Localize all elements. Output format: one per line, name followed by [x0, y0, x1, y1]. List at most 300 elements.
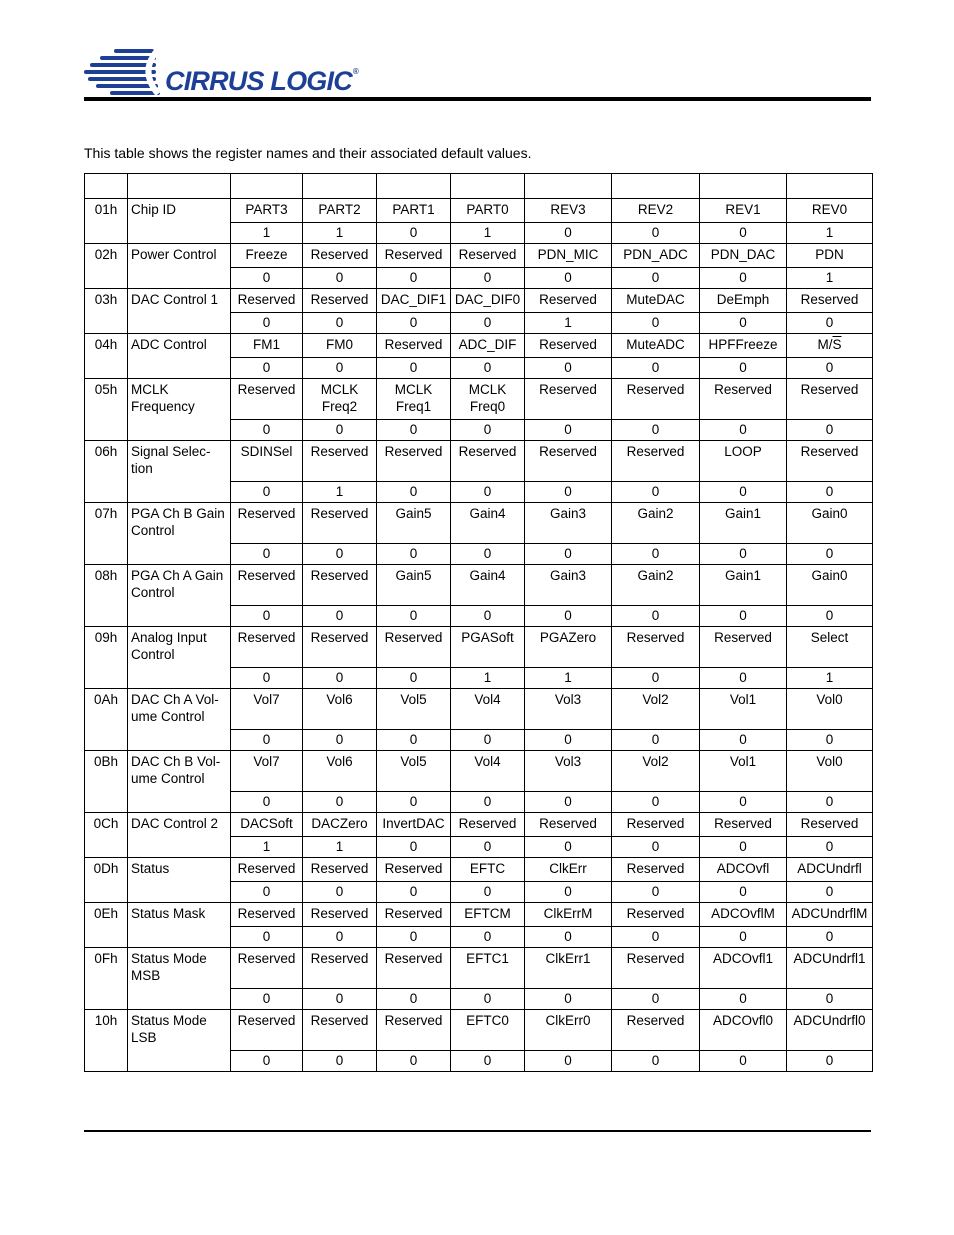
bit-name-cell: Reserved [231, 948, 303, 989]
bit-name-cell: Reserved [612, 813, 700, 837]
register-bits-row [85, 948, 873, 989]
default-value-cell: 1 [451, 223, 525, 244]
default-value-cell: 0 [787, 606, 873, 627]
bit-name-cell: EFTC0 [451, 1010, 525, 1051]
bit-name-cell: Reserved [700, 813, 787, 837]
bit-name-cell: Reserved [231, 503, 303, 544]
bit-name-cell: Gain0 [787, 503, 873, 544]
default-value-cell: 0 [377, 606, 451, 627]
default-value-cell: 0 [787, 989, 873, 1010]
bit-name-cell: ClkErr [525, 858, 612, 882]
bit-name-cell: Reserved [303, 948, 377, 989]
default-value-cell: 0 [231, 792, 303, 813]
bit-name-cell: ADCOvfl0 [700, 1010, 787, 1051]
default-value-cell: 0 [231, 606, 303, 627]
bit-name-cell: DAC_DIF1 [377, 289, 451, 313]
header-cell [612, 174, 700, 199]
default-value-cell: 0 [231, 1051, 303, 1072]
bit-name-cell: Reserved [231, 379, 303, 420]
default-value-cell: 0 [787, 837, 873, 858]
bit-name-cell: Gain1 [700, 565, 787, 606]
default-value-cell: 0 [303, 606, 377, 627]
default-value-cell: 0 [787, 420, 873, 441]
default-value-cell: 0 [612, 420, 700, 441]
default-value-cell: 0 [303, 420, 377, 441]
default-value-cell: 0 [377, 223, 451, 244]
bit-name-cell: Reserved [231, 289, 303, 313]
default-value-cell: 0 [377, 268, 451, 289]
bit-name-cell: Reserved [612, 903, 700, 927]
register-name: Status Mask [128, 903, 231, 948]
default-value-cell: 0 [377, 927, 451, 948]
bit-name-cell: PGAZero [525, 627, 612, 668]
bit-name-cell: Reserved [303, 627, 377, 668]
bit-name-cell: Reserved [612, 858, 700, 882]
default-value-cell: 0 [700, 1051, 787, 1072]
default-value-cell: 0 [525, 544, 612, 565]
default-value-cell: 0 [612, 268, 700, 289]
bit-name-cell: Reserved [612, 441, 700, 482]
bit-name-cell: Vol1 [700, 751, 787, 792]
bit-name-cell: Vol7 [231, 689, 303, 730]
bit-name-cell: ADC_DIF [451, 334, 525, 358]
register-address: 01h [85, 199, 128, 244]
default-value-cell: 0 [451, 927, 525, 948]
bit-name-cell: ClkErrM [525, 903, 612, 927]
bit-name-cell: Reserved [525, 813, 612, 837]
bit-name-cell: Vol4 [451, 751, 525, 792]
register-bits-row [85, 503, 873, 544]
bit-name-cell: Reserved [303, 289, 377, 313]
register-name: MCLK Frequency [128, 379, 231, 441]
bit-name-cell: Vol2 [612, 689, 700, 730]
bit-name-cell: Reserved [612, 627, 700, 668]
bit-name-cell: HPFFreeze [700, 334, 787, 358]
default-value-cell: 0 [451, 1051, 525, 1072]
register-name: DAC Control 2 [128, 813, 231, 858]
bit-name-cell: Reserved [787, 441, 873, 482]
header-cell [128, 174, 231, 199]
default-value-cell: 0 [451, 882, 525, 903]
bit-name-cell: Reserved [612, 379, 700, 420]
default-value-cell: 0 [787, 313, 873, 334]
default-value-cell: 1 [451, 668, 525, 689]
default-value-cell: 0 [787, 1051, 873, 1072]
register-address: 0Ah [85, 689, 128, 751]
default-value-cell: 0 [787, 927, 873, 948]
bit-name-cell: Gain2 [612, 565, 700, 606]
register-name: PGA Ch B Gain Control [128, 503, 231, 565]
bit-name-cell: REV0 [787, 199, 873, 223]
bit-name-cell: Vol6 [303, 751, 377, 792]
bit-name-cell: Select [787, 627, 873, 668]
header-cell [85, 174, 128, 199]
default-value-cell: 0 [700, 730, 787, 751]
bit-name-cell: MCLK Freq1 [377, 379, 451, 420]
register-bits-row [85, 627, 873, 668]
bit-name-cell: EFTCM [451, 903, 525, 927]
header-cell [303, 174, 377, 199]
default-value-cell: 0 [231, 927, 303, 948]
default-value-cell: 0 [377, 420, 451, 441]
default-value-cell: 0 [700, 882, 787, 903]
register-bits-row [85, 1010, 873, 1051]
bit-name-cell: PART1 [377, 199, 451, 223]
default-value-cell: 0 [377, 989, 451, 1010]
bit-name-cell: Gain0 [787, 565, 873, 606]
bit-name-cell: Reserved [377, 948, 451, 989]
default-value-cell: 0 [612, 927, 700, 948]
footer-rule [84, 1130, 871, 1132]
default-value-cell: 0 [700, 420, 787, 441]
default-value-cell: 0 [612, 730, 700, 751]
bit-name-cell: ADCOvflM [700, 903, 787, 927]
register-bits-row [85, 441, 873, 482]
intro-text: This table shows the register names and their associated default values. [84, 145, 532, 161]
bit-name-cell: DACSoft [231, 813, 303, 837]
default-value-cell: 0 [231, 882, 303, 903]
register-name: Signal Selec-tion [128, 441, 231, 503]
default-value-cell: 0 [303, 927, 377, 948]
bit-name-cell: Reserved [303, 903, 377, 927]
default-value-cell: 0 [231, 268, 303, 289]
bit-name-cell: Reserved [377, 244, 451, 268]
bit-name-cell: Reserved [451, 244, 525, 268]
bit-name-cell: DeEmph [700, 289, 787, 313]
bit-name-cell: PART2 [303, 199, 377, 223]
bit-name-cell: MuteDAC [612, 289, 700, 313]
register-address: 02h [85, 244, 128, 289]
default-value-cell: 0 [787, 882, 873, 903]
default-value-cell: 1 [525, 668, 612, 689]
default-value-cell: 0 [612, 223, 700, 244]
bit-name-cell: Reserved [525, 379, 612, 420]
default-value-cell: 0 [303, 730, 377, 751]
header-cell [525, 174, 612, 199]
bit-name-cell: Vol3 [525, 689, 612, 730]
default-value-cell: 0 [451, 313, 525, 334]
register-address: 07h [85, 503, 128, 565]
bit-name-cell: Reserved [525, 334, 612, 358]
default-value-cell: 0 [700, 989, 787, 1010]
default-value-cell: 0 [612, 313, 700, 334]
default-value-cell: 0 [303, 1051, 377, 1072]
default-value-cell: 0 [525, 730, 612, 751]
register-bits-row [85, 565, 873, 606]
bit-name-cell: FM1 [231, 334, 303, 358]
default-value-cell: 0 [303, 358, 377, 379]
default-value-cell: 1 [231, 837, 303, 858]
register-address: 0Fh [85, 948, 128, 1010]
default-value-cell: 0 [451, 730, 525, 751]
bit-name-cell: Reserved [303, 244, 377, 268]
bit-name-cell: Reserved [377, 858, 451, 882]
default-value-cell: 0 [303, 668, 377, 689]
default-value-cell: 0 [525, 1051, 612, 1072]
default-value-cell: 0 [451, 792, 525, 813]
bit-name-cell: DACZero [303, 813, 377, 837]
register-address: 0Bh [85, 751, 128, 813]
register-name: Status Mode MSB [128, 948, 231, 1010]
default-value-cell: 0 [612, 358, 700, 379]
default-value-cell: 0 [303, 313, 377, 334]
default-value-cell: 0 [787, 792, 873, 813]
bit-name-cell: Reserved [377, 334, 451, 358]
register-name: Status Mode LSB [128, 1010, 231, 1072]
bit-name-cell: Reserved [377, 441, 451, 482]
default-value-cell: 0 [787, 358, 873, 379]
bit-name-cell: Reserved [303, 858, 377, 882]
default-value-cell: 0 [231, 420, 303, 441]
bit-name-cell: ADCOvfl1 [700, 948, 787, 989]
register-name: DAC Ch A Vol-ume Control [128, 689, 231, 751]
bit-name-cell: Gain3 [525, 565, 612, 606]
bit-name-part: M/ [817, 337, 833, 352]
bit-name-cell: Reserved [612, 1010, 700, 1051]
default-value-cell: 0 [525, 837, 612, 858]
bit-name-cell: REV3 [525, 199, 612, 223]
register-bits-row [85, 334, 873, 358]
default-value-cell: 0 [612, 1051, 700, 1072]
bit-name-cell: PDN [787, 244, 873, 268]
register-address: 06h [85, 441, 128, 503]
default-value-cell: 0 [451, 358, 525, 379]
bit-name-cell: DAC_DIF0 [451, 289, 525, 313]
bit-name-cell: Freeze [231, 244, 303, 268]
bit-name-cell: MuteADC [612, 334, 700, 358]
register-address: 04h [85, 334, 128, 379]
default-value-cell: 0 [451, 420, 525, 441]
default-value-cell: 0 [303, 792, 377, 813]
default-value-cell: 0 [700, 606, 787, 627]
register-bits-row [85, 858, 873, 882]
default-value-cell: 0 [231, 989, 303, 1010]
default-value-cell: 0 [612, 668, 700, 689]
default-value-cell: 0 [231, 313, 303, 334]
default-value-cell: 0 [700, 544, 787, 565]
register-bits-row [85, 903, 873, 927]
default-value-cell: 0 [303, 882, 377, 903]
register-bits-row [85, 751, 873, 792]
bit-name-cell: Reserved [525, 441, 612, 482]
default-value-cell: 0 [612, 606, 700, 627]
bit-name-cell: Reserved [377, 627, 451, 668]
default-value-cell: 0 [525, 268, 612, 289]
bit-name-cell: SDINSel [231, 441, 303, 482]
default-value-cell: 0 [451, 268, 525, 289]
bit-name-cell: Reserved [451, 813, 525, 837]
default-value-cell: 1 [303, 837, 377, 858]
default-value-cell: 0 [525, 223, 612, 244]
bit-name-cell: Reserved [787, 289, 873, 313]
bit-name-cell: REV1 [700, 199, 787, 223]
default-value-cell: 0 [612, 482, 700, 503]
default-value-cell: 0 [451, 606, 525, 627]
default-value-cell: 0 [303, 989, 377, 1010]
bit-name-cell: Vol1 [700, 689, 787, 730]
bit-name-cell: EFTC [451, 858, 525, 882]
bit-name-cell: Gain5 [377, 503, 451, 544]
bit-name-cell: ADCOvfl [700, 858, 787, 882]
register-address: 03h [85, 289, 128, 334]
bit-name-cell: Reserved [787, 813, 873, 837]
default-value-cell: 1 [303, 482, 377, 503]
default-value-cell: 1 [231, 223, 303, 244]
bit-name-cell: Reserved [231, 565, 303, 606]
register-bits-row [85, 289, 873, 313]
bit-name-cell: ADCUndrfl1 [787, 948, 873, 989]
default-value-cell: 0 [525, 792, 612, 813]
bit-name-cell: Gain3 [525, 503, 612, 544]
default-value-cell: 0 [700, 837, 787, 858]
register-address: 10h [85, 1010, 128, 1072]
default-value-cell: 0 [303, 544, 377, 565]
bit-name-cell: Reserved [231, 627, 303, 668]
default-value-cell: 0 [303, 268, 377, 289]
bit-name-cell: LOOP [700, 441, 787, 482]
default-value-cell: 0 [612, 792, 700, 813]
bit-name-cell: Reserved [787, 379, 873, 420]
bit-name-cell: Gain5 [377, 565, 451, 606]
default-value-cell: 1 [303, 223, 377, 244]
default-value-cell: 0 [700, 482, 787, 503]
bit-name-cell: Vol6 [303, 689, 377, 730]
company-wordmark: CIRRUS LOGIC® [165, 66, 359, 96]
default-value-cell: 0 [525, 989, 612, 1010]
register-address: 0Eh [85, 903, 128, 948]
default-value-cell: 0 [525, 482, 612, 503]
header-cell [377, 174, 451, 199]
default-value-cell: 0 [612, 989, 700, 1010]
bit-name-cell: Vol0 [787, 751, 873, 792]
default-value-cell: 0 [787, 482, 873, 503]
default-value-cell: 0 [451, 544, 525, 565]
default-value-cell: 0 [700, 792, 787, 813]
bit-name-cell: ClkErr0 [525, 1010, 612, 1051]
register-name: DAC Ch B Vol-ume Control [128, 751, 231, 813]
bit-name-cell: Reserved [231, 903, 303, 927]
register-name: Chip ID [128, 199, 231, 244]
bit-name-cell: ADCUndrflM [787, 903, 873, 927]
default-value-cell: 1 [787, 668, 873, 689]
bit-name-cell: Vol2 [612, 751, 700, 792]
default-value-cell: 0 [525, 927, 612, 948]
default-value-cell: 1 [525, 313, 612, 334]
bit-name-cell: Reserved [231, 858, 303, 882]
bit-name-cell: PART0 [451, 199, 525, 223]
default-value-cell: 0 [377, 358, 451, 379]
register-bits-row [85, 379, 873, 420]
register-name: DAC Control 1 [128, 289, 231, 334]
bit-name-cell: Vol3 [525, 751, 612, 792]
bit-name-cell: EFTC1 [451, 948, 525, 989]
default-value-cell: 0 [377, 544, 451, 565]
default-value-cell: 0 [525, 420, 612, 441]
bit-name-cell: PDN_MIC [525, 244, 612, 268]
default-value-cell: 0 [377, 1051, 451, 1072]
default-value-cell: 1 [787, 268, 873, 289]
header-rule [84, 97, 871, 101]
default-value-cell: 1 [787, 223, 873, 244]
bit-name-cell: Gain4 [451, 565, 525, 606]
header-cell [787, 174, 873, 199]
default-value-cell: 0 [700, 668, 787, 689]
bit-name-cell: Gain2 [612, 503, 700, 544]
default-value-cell: 0 [787, 730, 873, 751]
header-cell [451, 174, 525, 199]
register-address: 08h [85, 565, 128, 627]
default-value-cell: 0 [700, 268, 787, 289]
default-value-cell: 0 [377, 313, 451, 334]
default-value-cell: 0 [525, 358, 612, 379]
register-address: 0Ch [85, 813, 128, 858]
register-name: Power Control [128, 244, 231, 289]
default-value-cell: 0 [377, 837, 451, 858]
bit-name-cell: Vol5 [377, 689, 451, 730]
bit-name-cell: Reserved [377, 1010, 451, 1051]
default-value-cell: 0 [451, 989, 525, 1010]
register-address: 0Dh [85, 858, 128, 903]
default-value-cell: 0 [612, 544, 700, 565]
bit-name-cell: Gain4 [451, 503, 525, 544]
bit-name-cell: REV2 [612, 199, 700, 223]
register-address: 05h [85, 379, 128, 441]
header-cell [700, 174, 787, 199]
table-header-row [85, 174, 873, 199]
bit-name-cell: Reserved [700, 379, 787, 420]
default-value-cell: 0 [451, 482, 525, 503]
default-value-cell: 0 [787, 544, 873, 565]
bit-name-cell: Reserved [303, 565, 377, 606]
bit-name-cell: Reserved [700, 627, 787, 668]
register-name: ADC Control [128, 334, 231, 379]
default-value-cell: 0 [231, 482, 303, 503]
register-bits-row [85, 813, 873, 837]
default-value-cell: 0 [612, 837, 700, 858]
default-value-cell: 0 [377, 882, 451, 903]
default-value-cell: 0 [231, 730, 303, 751]
default-value-cell: 0 [525, 882, 612, 903]
bit-name-overline-part: $\overline{S}$ [832, 337, 842, 352]
bit-name-cell: FM0 [303, 334, 377, 358]
register-bits-row [85, 199, 873, 223]
bit-name-cell: PGASoft [451, 627, 525, 668]
register-name: Analog Input Control [128, 627, 231, 689]
bit-name-cell: Reserved [525, 289, 612, 313]
register-name: Status [128, 858, 231, 903]
default-value-cell: 0 [377, 730, 451, 751]
bit-name-cell: PART3 [231, 199, 303, 223]
bit-name-cell: Vol5 [377, 751, 451, 792]
bit-name-cell: MCLK Freq0 [451, 379, 525, 420]
default-value-cell: 0 [231, 668, 303, 689]
bit-name-cell: Reserved [377, 903, 451, 927]
bit-name-cell: Vol0 [787, 689, 873, 730]
bit-name-cell: Reserved [303, 1010, 377, 1051]
default-value-cell: 0 [451, 837, 525, 858]
bit-name-cell: InvertDAC [377, 813, 451, 837]
bit-name-cell: Gain1 [700, 503, 787, 544]
bit-name-cell: Reserved [303, 503, 377, 544]
default-value-cell: 0 [231, 544, 303, 565]
default-value-cell: 0 [700, 927, 787, 948]
bit-name-cell: Vol4 [451, 689, 525, 730]
bit-name-cell: Reserved [612, 948, 700, 989]
register-address: 09h [85, 627, 128, 689]
bit-name-cell: ClkErr1 [525, 948, 612, 989]
bit-name-cell: PDN_DAC [700, 244, 787, 268]
default-value-cell: 0 [700, 313, 787, 334]
